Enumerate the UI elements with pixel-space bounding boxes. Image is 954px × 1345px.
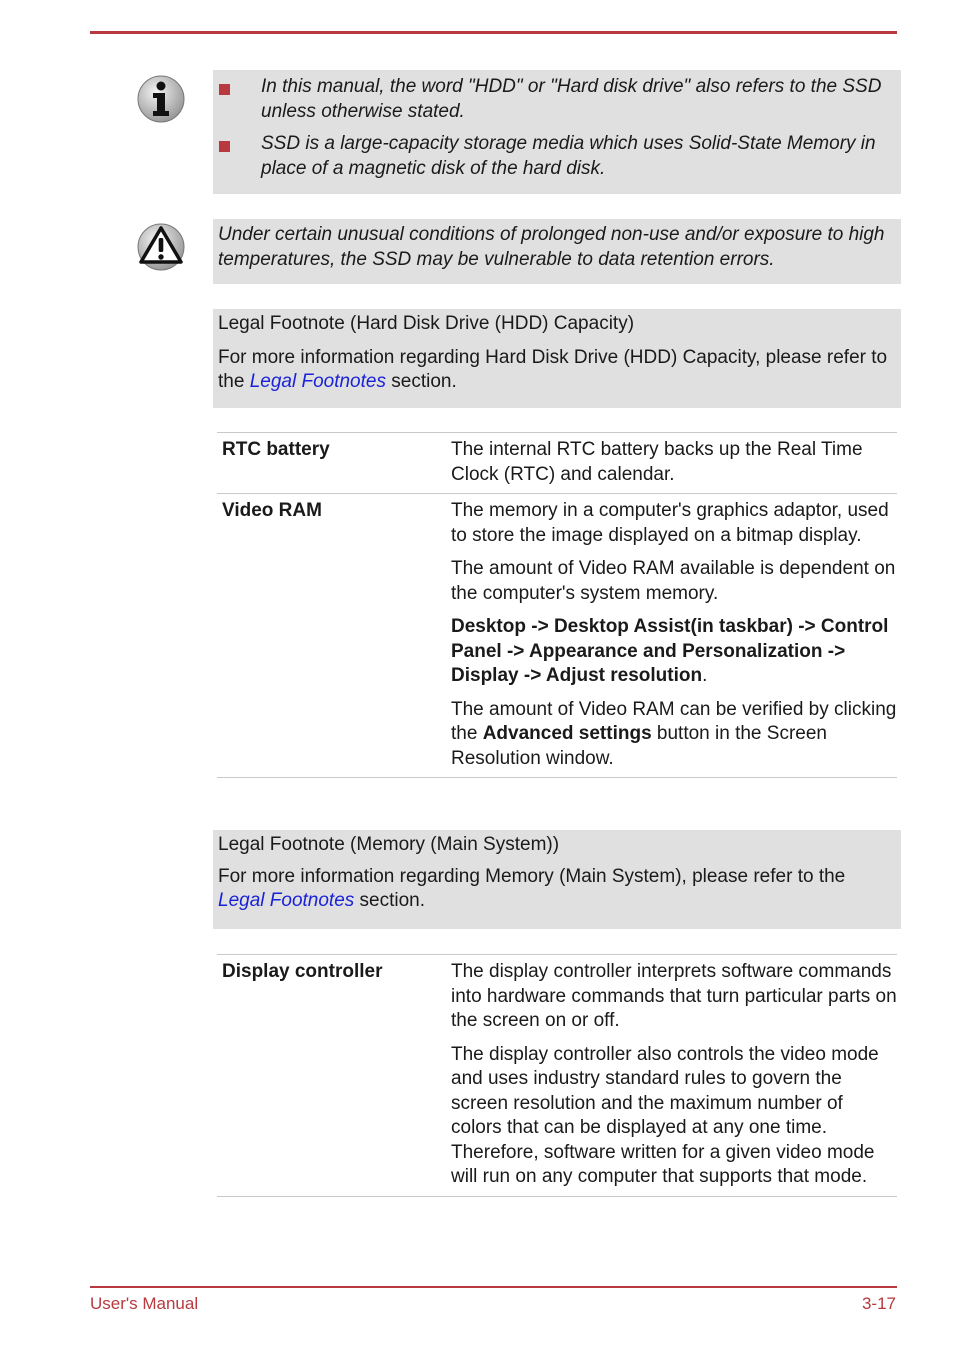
legal-footnote-title: Legal Footnote (Hard Disk Drive (HDD) Capacity) xyxy=(218,313,635,334)
warning-note: Under certain unusual conditions of prolonged non-use and/or exposure to high temperatures, the SSD may be vulnerable to data retention errors. xyxy=(213,219,901,284)
table-row xyxy=(217,494,897,778)
desc-video-ram: The memory in a computer's graphics adaptor, used to store the image displayed on a bitmap display. The amount of Video RAM available is dependent on the computer's system memory. Desktop -> Desktop Assist(in taskbar) -> Control Panel -> Appearance and Personalization -> Display -> Adjust resolution. The amount of Video RAM can be verified by clicking the Advanced settings button in the Screen Resolution window. xyxy=(451,500,897,769)
desc-display-controller: The display controller interprets software commands into hardware commands that turn particular parts on the screen on or off. The display controller also controls the video mode and uses industry standard rules to govern the screen resolution and the maximum number of colors that can be displayed at any one time. Therefore, software written for a given video mode will run on any computer that supports that mode. xyxy=(451,961,897,1187)
term-rtc-battery: RTC battery xyxy=(222,439,330,460)
legal-footnote-text: For more information regarding Hard Disk Drive (HDD) Capacity, please refer to the Legal Footnotes section. xyxy=(218,346,888,392)
legal-footnotes-link[interactable]: Legal Footnotes xyxy=(249,371,386,392)
spec-table xyxy=(217,432,897,778)
spec-table xyxy=(217,954,897,1197)
bullet-square-icon xyxy=(219,141,230,152)
term-display-controller: Display controller xyxy=(222,961,383,982)
legal-footnote-title: Legal Footnote (Memory (Main System)) xyxy=(218,834,560,855)
legal-footnote-hdd xyxy=(213,309,901,408)
legal-footnote-memory xyxy=(213,830,901,929)
term-video-ram: Video RAM xyxy=(222,500,322,521)
legal-footnote-text: For more information regarding Memory (Main System), please refer to the Legal Footnotes section. xyxy=(218,865,846,911)
info-note: In this manual, the word "HDD" or "Hard disk drive" also refers to the SSD unless otherwise stated. SSD is a large-capacity storage media which uses Solid-State Memory in place of a magnetic disk of the hard disk. xyxy=(213,70,901,194)
settings-path: Desktop -> Desktop Assist(in taskbar) -> Control Panel -> Appearance and Personalization -> Display -> Adjust resolution. xyxy=(451,616,889,686)
footer-manual-title: User's Manual xyxy=(90,1294,199,1313)
info-icon xyxy=(136,74,186,124)
table-row xyxy=(217,955,897,1197)
bullet-square-icon xyxy=(219,84,230,95)
header-rule xyxy=(90,31,897,34)
table-row xyxy=(217,433,897,494)
warning-icon xyxy=(136,222,186,272)
legal-footnotes-link[interactable]: Legal Footnotes xyxy=(218,890,355,911)
desc-rtc-battery: The internal RTC battery backs up the Real Time Clock (RTC) and calendar. xyxy=(451,439,863,485)
page-number: 3-17 xyxy=(861,1294,896,1313)
footer-rule xyxy=(90,1286,897,1288)
